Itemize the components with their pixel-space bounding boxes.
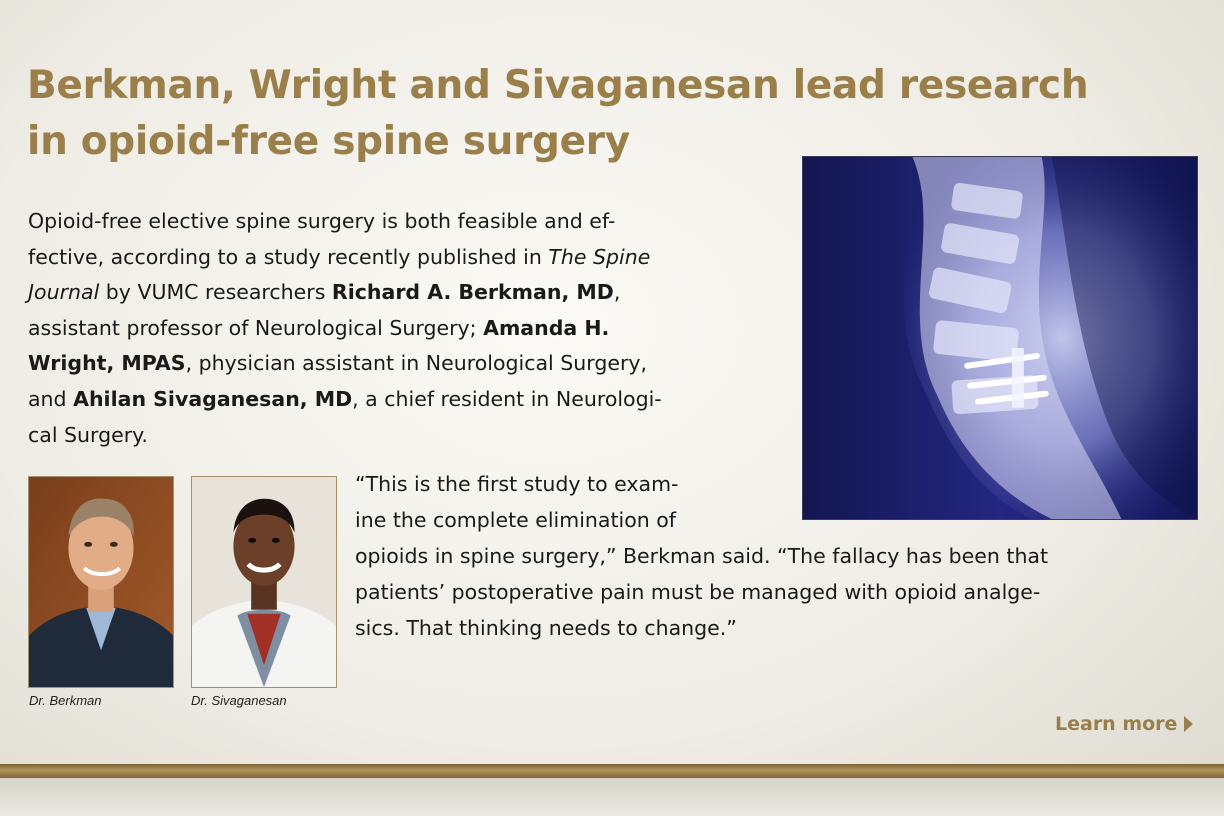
- quote-line-3: opioids in spine surgery,” Berkman said. “The fallacy has been that: [355, 544, 1049, 568]
- sivaganesan-photo: [191, 476, 337, 688]
- learn-more-label: Learn more: [1055, 713, 1178, 735]
- quote-line-2: ine the complete elimination of: [355, 508, 677, 532]
- quote-paragraph: [355, 466, 1205, 646]
- lead-line-2: fective, according to a study recently published in The Spine: [28, 244, 651, 269]
- journal-name: The Spine: [548, 244, 651, 269]
- footer-band: [0, 778, 1224, 816]
- article-title: [27, 58, 1177, 170]
- title-line-1: Berkman, Wright and Sivaganesan lead research: [27, 63, 1089, 108]
- journal-name-cont: Journal: [28, 280, 100, 305]
- lead-paragraph: [28, 204, 788, 453]
- lead-line-5: Wright, MPAS, physician assistant in Neurological Surgery,: [28, 351, 648, 376]
- lead-line-7: cal Surgery.: [28, 422, 148, 447]
- researcher-berkman: Richard A. Berkman, MD: [331, 280, 614, 305]
- title-line-2: in opioid-free spine surgery: [27, 119, 630, 164]
- caption-berkman: Dr. Berkman: [29, 693, 102, 708]
- triangle-right-icon: [1184, 716, 1193, 732]
- gold-divider: [0, 764, 1224, 778]
- learn-more-link[interactable]: [1055, 713, 1193, 735]
- berkman-photo: [28, 476, 174, 688]
- caption-sivaganesan: Dr. Sivaganesan: [191, 693, 287, 708]
- quote-line-4: patients’ postoperative pain must be managed with opioid analge-: [355, 580, 1041, 604]
- researcher-wright-cont: Wright, MPAS: [28, 351, 186, 376]
- lead-line-1: Opioid-free elective spine surgery is both feasible and ef-: [28, 209, 616, 233]
- researcher-sivaganesan: Ahilan Sivaganesan, MD: [73, 386, 353, 411]
- quote-line-1: “This is the first study to exam-: [355, 472, 679, 496]
- lead-line-3: Journal by VUMC researchers Richard A. Berkman, MD,: [28, 280, 621, 305]
- quote-line-5: sics. That thinking needs to change.”: [355, 616, 737, 640]
- researcher-wright: Amanda H.: [483, 315, 610, 340]
- lead-line-6: and Ahilan Sivaganesan, MD, a chief resident in Neurologi-: [28, 386, 662, 411]
- lead-line-4: assistant professor of Neurological Surgery; Amanda H.: [28, 315, 610, 340]
